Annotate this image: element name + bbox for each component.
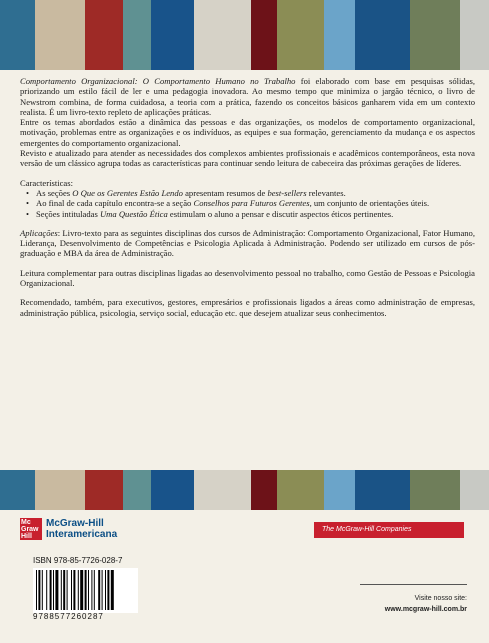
feature-item: • Seções intituladas Uma Questão Ética estimulam o aluno a pensar e discutir aspectos éticos pertinentes. (30, 209, 475, 219)
complementary-paragraph: Leitura complementar para outras disciplinas ligadas ao desenvolvimento pessoal no trabalho, como Gestão de Pessoas e Psicologia Organizacional. (20, 267, 475, 289)
features-heading: Características: (20, 177, 73, 188)
color-stripe (277, 470, 325, 510)
color-stripe (0, 0, 35, 70)
feature-item: • As seções O Que os Gerentes Estão Lendo apresentam resumos de best-sellers relevantes. (30, 188, 475, 198)
color-stripe (123, 0, 151, 70)
color-stripe (460, 0, 489, 70)
recommended-paragraph: Recomendado, também, para executivos, gestores, empresários e profissionais ligados a áreas como administração de empresas, administração pública, psicologia, serviço social, educação etc. que desejem atualizar seus conhecimentos. (20, 297, 475, 318)
mcgraw-hill-logo-mark: Mc Graw Hill (20, 518, 42, 540)
barcode-number: 9788577260287 (33, 612, 104, 621)
color-stripe (85, 0, 123, 70)
topics-paragraph: Entre os temas abordados estão a dinâmica das pessoas e das organizações, os modelos de comportamento organizacional, motivação, problemas entre as organizações e os indivíduos, as equipes e sua formação, gerenciamento da mudança e os aspectos emergentes do comportamento organizacional. (20, 117, 475, 148)
color-stripe (194, 470, 252, 510)
companies-bar: The McGraw-Hill Companies (314, 522, 464, 538)
publisher-name: McGraw-Hill Interamericana (46, 518, 118, 540)
color-stripe (251, 0, 276, 70)
website-block (360, 584, 467, 615)
color-stripe (0, 470, 35, 510)
feature-item: • Ao final de cada capítulo encontra-se a seção Conselhos para Futuros Gerentes, um conjunto de orientações úteis. (30, 198, 475, 208)
features-list (20, 188, 475, 219)
publisher-logo (20, 518, 117, 540)
top-color-stripes (0, 0, 489, 70)
applications-paragraph: Aplicações: Livro-texto para as seguintes disciplinas dos cursos de Administração: Comportamento Organizacional, Fator Humano, Liderança, Desenvolvimento de Competências e Psicologia Aplicada à Administração. Podendo ser utilizado em cursos de pós-graduação e MBA da área de Administração. (20, 227, 475, 259)
color-stripe (355, 0, 410, 70)
visit-label: Visite nosso site: (414, 595, 467, 602)
book-title: Comportamento Organizacional: O Comportamento Humano no Trabalho (20, 76, 296, 86)
color-stripe (460, 470, 489, 510)
isbn-text: ISBN 978-85-7726-028-7 (33, 556, 123, 565)
color-stripe (355, 470, 410, 510)
back-cover-text (20, 76, 475, 318)
bottom-color-stripes (0, 470, 489, 510)
color-stripe (251, 470, 276, 510)
intro-paragraph: Comportamento Organizacional: O Comportamento Humano no Trabalho foi elaborado com base em pesquisas sólidas, priorizando um estilo fácil de ler e uma pedagogia inovadora. Ao mesmo tempo que minimiza o jargão técnico, o livro de Newstrom combina, de forma cuidadosa, a teoria com a prática, fazendo os conceitos básicos ganharem vida em um contexto realista. É um livro-texto repleto de aplicações práticas. (20, 76, 475, 117)
color-stripe (35, 0, 85, 70)
color-stripe (35, 470, 85, 510)
color-stripe (151, 0, 194, 70)
color-stripe (410, 0, 460, 70)
color-stripe (85, 470, 123, 510)
color-stripe (410, 470, 460, 510)
revised-paragraph: Revisto e atualizado para atender as necessidades dos complexos ambientes profissionais e acadêmicos contemporâneos, esta nova versão de um clássico agrupa todas as características para continuar sendo leitura de cabeceira das próximas gerações de líderes. (20, 148, 475, 169)
color-stripe (324, 0, 354, 70)
color-stripe (277, 0, 325, 70)
color-stripe (194, 0, 252, 70)
color-stripe (324, 470, 354, 510)
color-stripe (123, 470, 151, 510)
website-url: www.mcgraw-hill.com.br (384, 606, 467, 613)
barcode-icon (33, 568, 138, 613)
color-stripe (151, 470, 194, 510)
